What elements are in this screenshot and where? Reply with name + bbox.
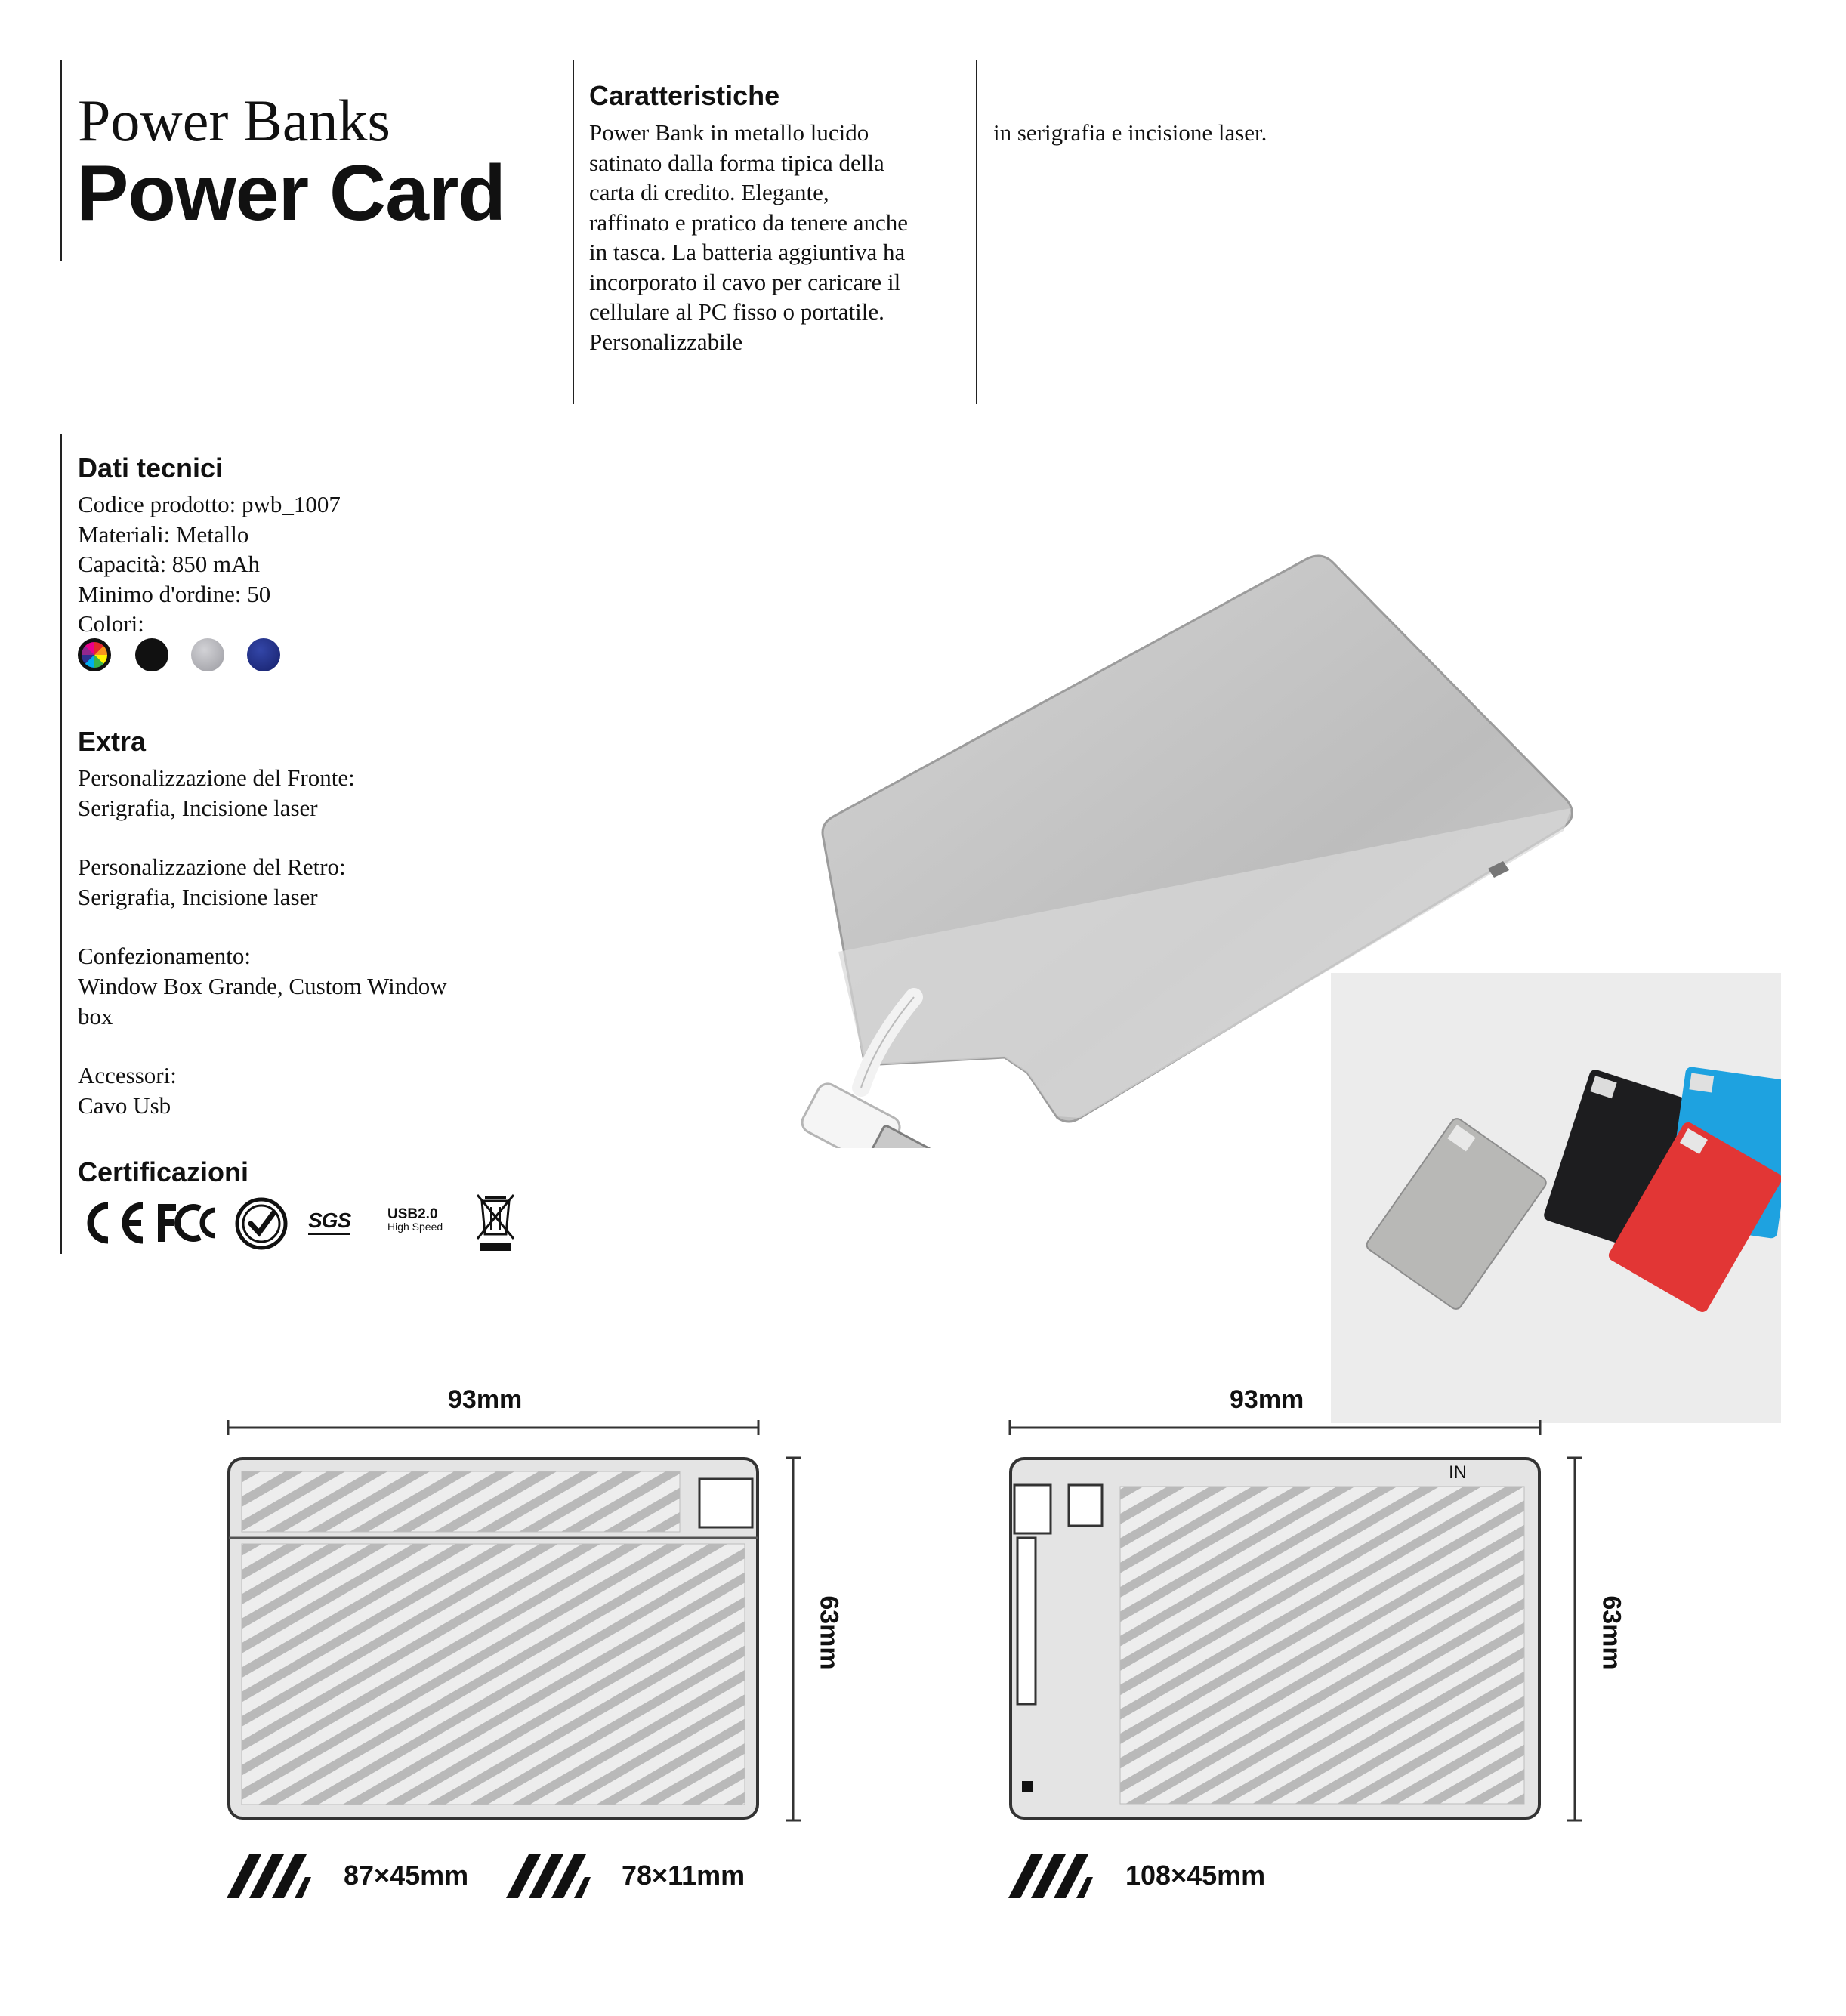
tech-capacity: Capacità: 850 mAh: [78, 551, 261, 577]
back-card-drawing: [1008, 1456, 1542, 1820]
front-width-label: 93mm: [448, 1385, 523, 1414]
color-swatch-black[interactable]: [135, 638, 168, 671]
legend-front-1-text: 87×45mm: [344, 1860, 469, 1891]
legend-front-2-text: 78×11mm: [622, 1860, 746, 1891]
tech-materials: Materiali: Metallo: [78, 521, 249, 548]
extra-packaging-label: Confezionamento:: [78, 943, 251, 969]
usb2-label: USB2.0: [387, 1206, 438, 1222]
extra-front-value: Serigrafia, Incisione laser: [78, 795, 318, 821]
tech-colors-label: Colori:: [78, 610, 144, 637]
ce-mark-icon: [78, 1199, 147, 1246]
header-divider-mid: [573, 60, 574, 404]
extra-heading: Extra: [78, 726, 147, 757]
front-height-dimension-line: [784, 1456, 802, 1822]
extra-front-label: Personalizzazione del Fronte:: [78, 764, 355, 791]
color-swatch-silver[interactable]: [191, 638, 224, 671]
product-title: Power Card: [76, 150, 505, 237]
usb2-sublabel: High Speed: [387, 1221, 443, 1233]
fcc-icon: [155, 1201, 220, 1245]
certifications-heading: Certificazioni: [78, 1156, 249, 1187]
legend-back-1-text: 108×45mm: [1125, 1860, 1266, 1891]
header-divider-right: [976, 60, 977, 404]
extra-packaging-value: Window Box Grande, Custom Window box: [78, 973, 447, 1030]
back-port-label: IN: [1449, 1462, 1467, 1483]
colored-cards-illustration: [1331, 973, 1781, 1423]
front-card-drawing: [227, 1456, 760, 1820]
extra-accessories-label: Accessori:: [78, 1062, 177, 1088]
back-height-label: 63mm: [1597, 1595, 1626, 1670]
usb2-icon: [387, 1206, 443, 1233]
tech-min-order: Minimo d'ordine: 50: [78, 581, 271, 607]
features-text: Power Bank in metallo lucido satinato dalla forma tipica della carta di credito. Elegante, raffinato e pratico da tenere anche in tasca. La batteria aggiuntiva ha incorporato il cavo per caricare il cellulare al PC fisso o portatile. Personalizzabile: [589, 119, 908, 355]
back-width-dimension-line: [1008, 1419, 1542, 1437]
features-heading: Caratteristiche: [589, 80, 780, 111]
back-width-label: 93mm: [1230, 1385, 1304, 1414]
back-height-dimension-line: [1566, 1456, 1584, 1822]
product-photo-colors: [1331, 973, 1781, 1423]
color-swatch-navy[interactable]: [247, 638, 280, 671]
features-text-continued: in serigrafia e incisione laser.: [993, 119, 1267, 146]
weee-bin-icon: [474, 1190, 517, 1254]
tech-code: Codice prodotto: pwb_1007: [78, 491, 341, 517]
extra-back-label: Personalizzazione del Retro:: [78, 854, 346, 880]
front-width-dimension-line: [227, 1419, 760, 1437]
extra-accessories-value: Cavo Usb: [78, 1092, 171, 1119]
hatch-legend-icon-front-2: [506, 1854, 595, 1898]
header-divider-left: [60, 60, 62, 261]
specs-divider: [60, 434, 62, 1254]
hatch-legend-icon-front-1: [227, 1854, 316, 1898]
sgs-icon: SGS: [308, 1209, 350, 1235]
back-card-outline: [1008, 1456, 1542, 1820]
check-certification-icon: [234, 1196, 289, 1251]
color-swatch-multicolor[interactable]: [78, 638, 111, 671]
extra-back-value: Serigrafia, Incisione laser: [78, 884, 318, 910]
hatch-legend-icon-back: [1008, 1854, 1097, 1898]
front-height-label: 63mm: [814, 1595, 844, 1670]
category-title: Power Banks: [78, 88, 390, 153]
tech-heading: Dati tecnici: [78, 452, 224, 483]
